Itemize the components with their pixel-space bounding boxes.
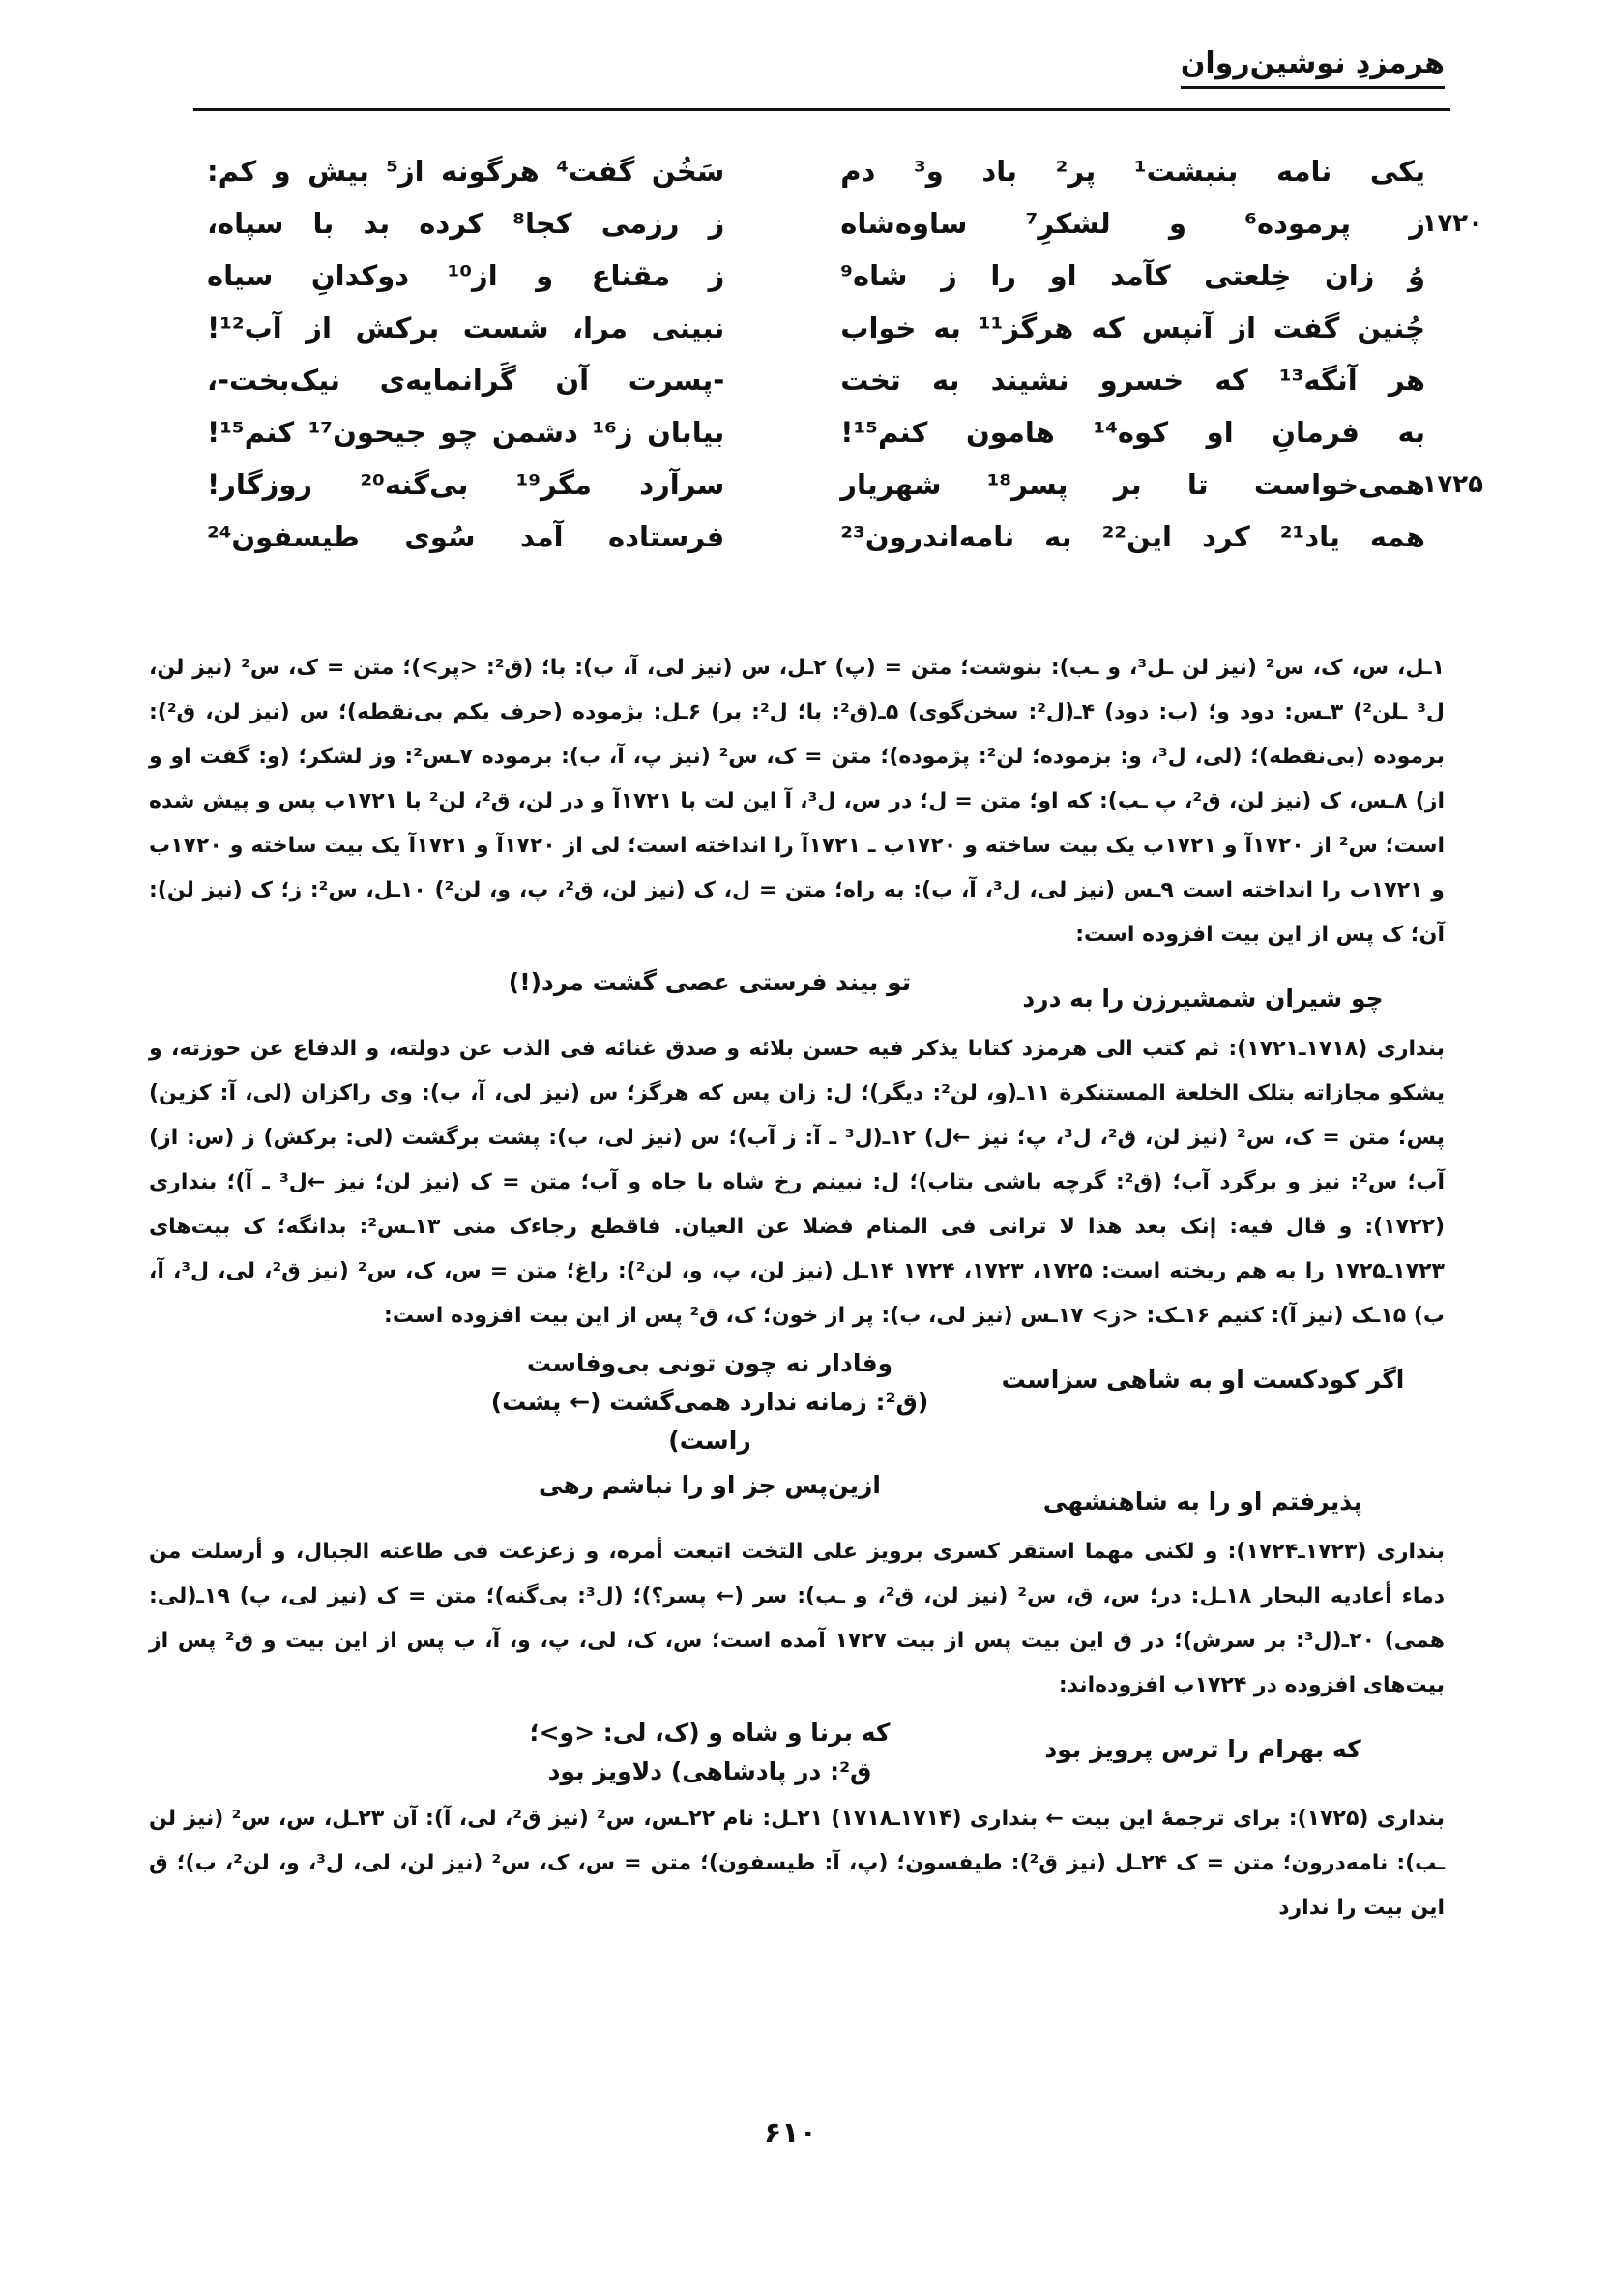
line-number: ۱۷۲۰ [1421,209,1483,238]
added-verse-second [458,963,961,1021]
added-verse [149,1466,1445,1524]
hemistich-first: همی‌خواست تا بر پسر¹⁸ شهریار [840,468,1425,501]
hemistich-first: ز پرموده⁶ و لشکرِ⁷ ساوه‌شاه [840,207,1425,240]
added-verse-line: که برنا و شاه و (ک، لی: <و>؛ [529,1719,891,1747]
added-verse-second [458,1714,961,1791]
hemistich-second: نبینی مرا، شست برکش از آب¹²! [207,311,725,344]
hemistich-first: یکی نامه بنبشت¹ پر² باد و³ دم [840,155,1426,188]
added-verse-line: وفادار نه چون تونی بی‌وفاست [526,1349,893,1377]
hemistich-second: فرستاده آمد سُوی طیسفون²⁴ [207,520,725,553]
verse-row [207,197,1483,250]
header-rule [193,108,1450,111]
hemistich-first: وُ زان خِلعتی کآمد او را ز شاه⁹ [840,259,1425,292]
footnote-paragraph: بنداری (۱۷۲۵): برای ترجمهٔ این بیت ← بنداری (۱۷۱۴ـ۱۷۱۸) ۲۱ـل: نام ۲۲ـس، س² (نیز ق²، لی، آ): آن ۲۳ـل، س، س² (نیز لن ـب): نامه‌درون؛ متن = ک ۲۴ـل (نیز ق²): طیفسون؛ (پ، آ: طیسفون)؛ متن = س، ک، س² (نیز لن، لی، ل³، و، لن²، ب)؛ ق این بیت را ندارد [149,1807,1446,1920]
verse-row [207,458,1483,511]
verse-row [207,250,1425,302]
added-verse-line: تو بیند فرستی عصی گشت مرد(!) [508,968,912,996]
verse-row [207,302,1425,354]
page-number: ۶۱۰ [764,2116,817,2150]
hemistich-first: همه یاد²¹ کرد این²² به نامه‌اندرون²³ [840,520,1426,553]
line-number: ۱۷۲۵ [1421,470,1483,499]
hemistich-second: سَخُن گفت⁴ هرگونه از⁵ بیش و کم: [207,155,725,188]
added-verse-first: چو شیران شمشیرزن را به درد [1022,985,1384,1013]
added-verse-second [458,1344,961,1460]
running-title: هرمزدِ نوشین‌روان [1181,46,1445,89]
footnote-paragraph: بنداری (۱۷۲۳ـ۱۷۲۴): و لکنی مهما استقر کسری برویز علی التخت اتبعت أمره، و زعزعت فی طاعته الجبال، و أرسلت من دماء أعادیه البحار ۱۸ـل: در؛ س، ق، س² (نیز لن، ق²، و ـب): سر (← پسر؟)؛ (ل³: بی‌گنه)؛ متن = ک (نیز لی، پ) ۱۹ـ(لی: همی) ۲۰ـ(ل³: بر سرش)؛ در ق این بیت پس از بیت ۱۷۲۷ آمده است؛ س، ک، لی، پ، و، آ، ب پس از این بیت و ق² پس از بیت‌های افزوده در ۱۷۲۴ب افزوده‌اند: [149,1540,1446,1697]
hemistich-second: ز مقناع و از¹⁰ دوکدانِ سیاه [207,259,725,292]
verse-row [207,511,1425,563]
added-verse-line: ازین‌پس جز او را نباشم رهی [539,1471,881,1499]
added-verse [149,1344,1445,1460]
verse-block [207,145,1483,563]
hemistich-first: چُنین گفت از آنپس که هرگز¹¹ به خواب [840,311,1426,344]
footnote-paragraph: بنداری (۱۷۱۸ـ۱۷۲۱): ثم کتب الی هرمزد کتابا یذکر فیه حسن بلائه و صدق غنائه فی الذب عن دولته، و الدفاع عن حوزته، و یشکو مجازاته بتلک الخلعة المستنکرة ۱۱ـ(و، لن²: دیگر)؛ ل: زان پس که هرگز؛ س (نیز لی، آ، ب): وی راکزان (لی، آ: کزین) پس؛ متن = ک، س² (نیز لن، ق²، ل³، پ؛ نیز ←ل) ۱۲ـ(ل³ ـ آ: ز آب)؛ س (نیز لی، ب): پشت برگشت (لی: برکش) ز (س: از) آب؛ س²: نیز و برگرد آب؛ (ق²: گرچه باشی بتاب)؛ ل: نبینم رخ شاه با جاه و آب؛ متن = ک (نیز لن؛ نیز ←ل³ ـ آ)؛ بنداری (۱۷۲۲): و قال فیه: إنک بعد هذا لا ترانی فی المنام فضلا عن العیان. فاقطع رجاءک منی ۱۳ـس²: بدانگه؛ ک بیت‌های ۱۷۲۳ـ۱۷۲۵ را به هم ریخته است: ۱۷۲۵، ۱۷۲۳، ۱۷۲۴ ۱۴ـل (نیز لن، پ، و، لن²): راغ؛ متن = س، ک، س² (نیز ق²، لی، ل³، آ، ب) ۱۵ـک (نیز آ): کنیم ۱۶ـک: <ز> ۱۷ـس (نیز لی، ب): پر از خون؛ ک، ق² پس از این بیت افزوده است: [149,1037,1446,1328]
hemistich-first: هر آنگه¹³ که خسرو نشیند به تخت [840,364,1425,397]
footnote-paragraph: ۱ـل، س، ک، س² (نیز لن ـل³، و ـب): بنوشت؛ متن = (پ) ۲ـل، س (نیز لی، آ، ب): با؛ (ق²: <پر>)؛ متن = ک، س² (نیز لن، ل³ ـلن²) ۳ـس: دود و؛ (ب: دود) ۴ـ(ل²: سخن‌گوی) ۵ـ(ق²: با؛ ل²: بر) ۶ـل: بژموده (حرف یکم بی‌نقطه)؛ س (نیز لن، ق²): برموده (بی‌نقطه)؛ (لی، ل³، و: بزموده؛ لن²: پژموده)؛ متن = ک، س² (نیز پ، آ، ب): برموده ۷ـس²: وز لشکر؛ (و: گفت او و از) ۸ـس، ک (نیز لن، ق²، پ ـب): که او؛ متن = ل؛ در س، ل³، آ این لت با ۱۷۲۱آ و در لن، ق²، لن² با ۱۷۲۱ب پس و پیش شده است؛ س² از ۱۷۲۰آ و ۱۷۲۱ب یک بیت ساخته و ۱۷۲۰ب ـ ۱۷۲۱آ را انداخته است؛ لی از ۱۷۲۰آ و ۱۷۲۱آ یک بیت ساخته و ۱۷۲۰ب و ۱۷۲۱ب را انداخته است ۹ـس (نیز لی، ل³، آ، ب): به راه؛ متن = ل، ک (نیز لن، ق²، پ، و، لن²) ۱۰ـل، س²: ز؛ ک (نیز لن): آن؛ ک پس از این بیت افزوده است: [149,656,1446,947]
hemistich-first: به فرمانِ او کوه¹⁴ هامون کنم¹⁵! [840,416,1425,449]
added-verse [149,963,1445,1021]
added-verse-second [458,1466,961,1524]
added-verse-first: پذیرفتم او را به شاهنشهی [1042,1487,1363,1516]
hemistich-second: -پسرت آن گَرانمایه‌ی نیک‌بخت-، [207,364,725,397]
verse-row [207,406,1425,458]
added-verse [149,1714,1445,1791]
added-verse-first: که بهرام را ترس پرویز بود [1044,1735,1361,1763]
verse-row [207,145,1425,197]
hemistich-second: ز رزمی کجا⁸ کرده بد با سپاه، [207,207,725,240]
added-verse-first: اگر کودکست او به شاهی سزاست [1001,1366,1405,1394]
verse-row [207,354,1425,406]
hemistich-second: سرآرد مگر¹⁹ بی‌گنه²⁰ روزگار! [207,468,725,501]
footnotes [149,646,1445,1930]
added-verse-line: (ق²: زمانه ندارد همی‌گشت (← پشت) راست) [490,1388,929,1455]
added-verse-line: ق²: در پادشاهی) دلاویز بود [547,1757,872,1785]
hemistich-second: بیابان ز¹⁶ دشمن چو جیحون¹⁷ کنم¹⁵! [207,416,725,449]
